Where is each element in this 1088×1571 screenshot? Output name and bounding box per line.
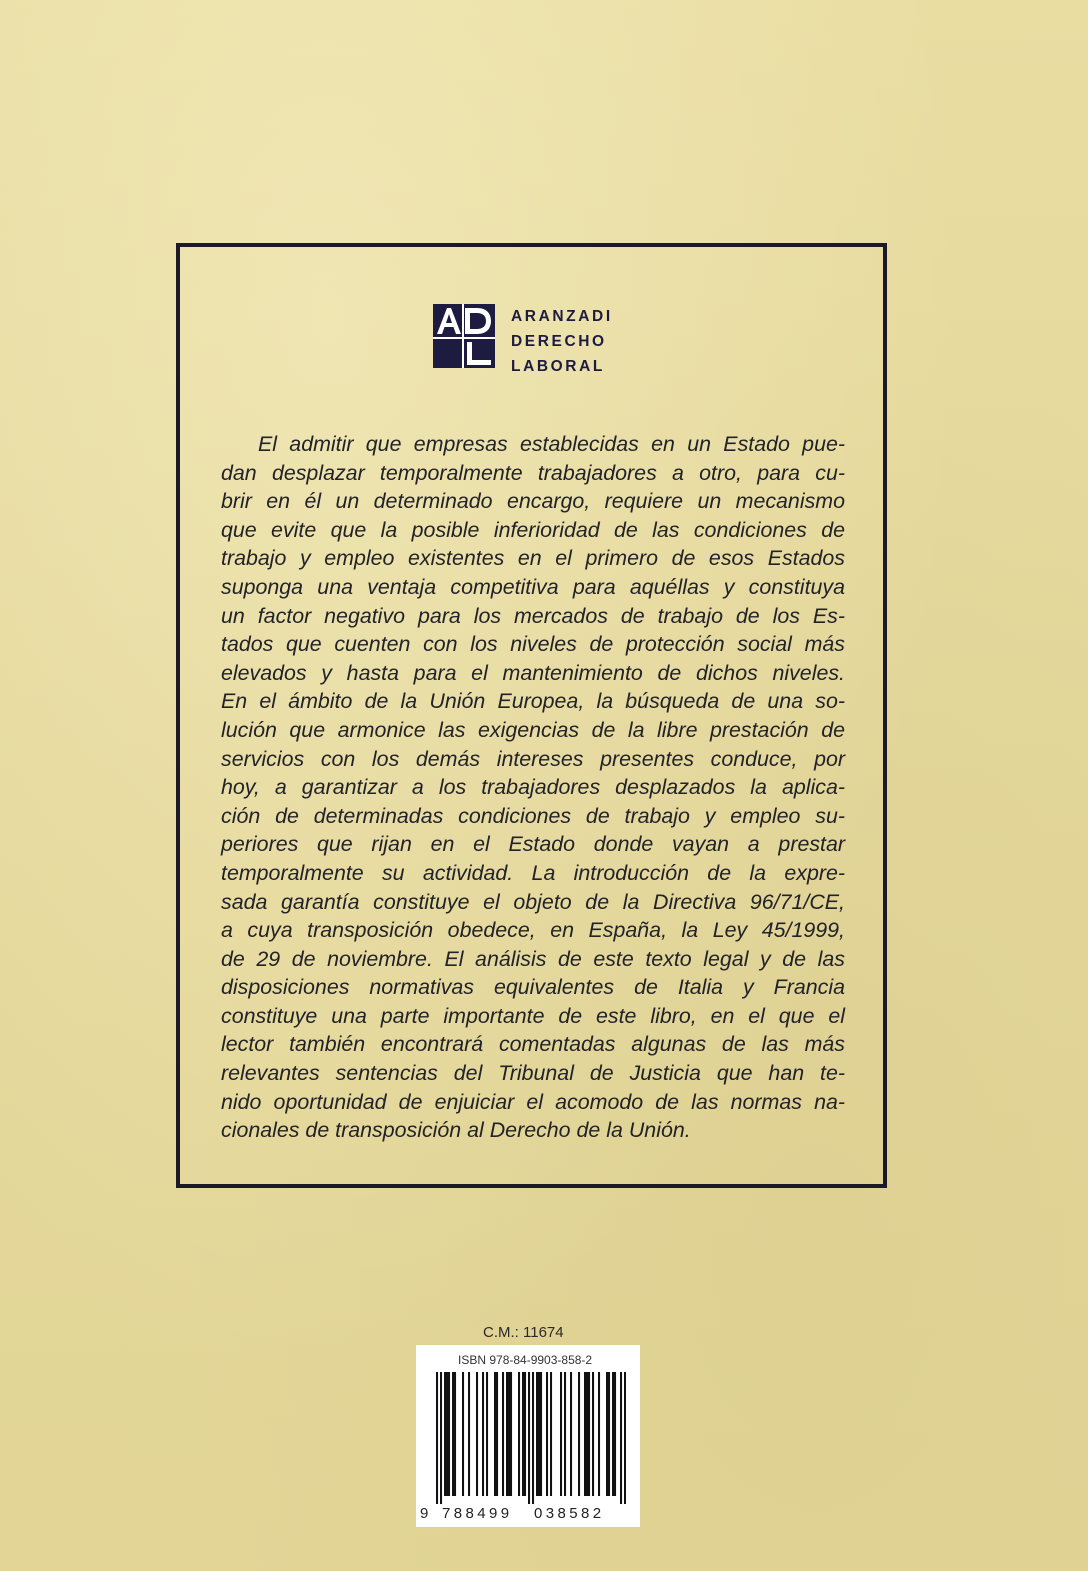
barcode-bar (624, 1372, 626, 1504)
barcode-bar (468, 1372, 470, 1496)
barcode-bar (436, 1372, 438, 1504)
catalog-number: C.M.: 11674 (483, 1324, 564, 1341)
barcode-bar (620, 1372, 622, 1504)
description-line: lector también encontrará comentadas algunas de las más (221, 1032, 845, 1057)
barcode-bar (482, 1372, 484, 1496)
description-line: elevados y hasta para el mantenimiento de dichos niveles. (221, 660, 845, 685)
barcode-label (416, 1345, 640, 1527)
ean-left-group: 788499 (442, 1505, 513, 1522)
description-line: un factor negativo para los mercados de trabajo de los Es- (221, 603, 845, 628)
barcode-bar (536, 1372, 538, 1496)
barcode-bar (486, 1372, 488, 1496)
publisher-name-line: DERECHO (511, 333, 607, 350)
barcode-bar (570, 1372, 572, 1496)
book-description (221, 430, 845, 1145)
description-line: disposiciones normativas equivalentes de Italia y Francia (221, 975, 845, 1000)
isbn-number: ISBN 978-84-9903-858-2 (458, 1353, 593, 1367)
barcode-bar (612, 1372, 614, 1496)
barcode-bar (592, 1372, 594, 1496)
barcode-bar (538, 1372, 540, 1496)
barcode-bar (532, 1372, 534, 1504)
publisher-name-line: LABORAL (511, 358, 605, 375)
description-line: hoy, a garantizar a los trabajadores desplazados la aplica- (221, 775, 845, 800)
adl-monogram-logo (433, 304, 495, 368)
barcode-bar (454, 1372, 456, 1496)
barcode-bar (446, 1372, 448, 1496)
ean-digits (416, 1505, 640, 1525)
description-line: nido oportunidad de enjuiciar el acomodo de las normas na- (221, 1089, 845, 1114)
description-line: periores que rijan en el Estado donde vayan a prestar (221, 832, 845, 857)
barcode-bar (452, 1372, 454, 1496)
description-line: El admitir que empresas establecidas en un Estado pue- (258, 432, 845, 456)
barcode-bar (560, 1372, 562, 1496)
barcode-bar (518, 1372, 520, 1496)
barcode-bar (578, 1372, 580, 1496)
description-line: dan desplazar temporalmente trabajadores a otro, para cu- (221, 460, 845, 485)
barcode-bar (550, 1372, 552, 1496)
barcode-bar (598, 1372, 600, 1496)
barcode-bar (586, 1372, 588, 1496)
barcode-bar (564, 1372, 566, 1496)
description-line: a cuya transposición obedece, en España, la Ley 45/1999, (221, 918, 845, 943)
text-frame (176, 243, 887, 1188)
description-line: relevantes sentencias del Tribunal de Justicia que han te- (221, 1061, 845, 1086)
barcode-bar (506, 1372, 508, 1496)
barcode-bar (496, 1372, 498, 1496)
description-line: constituye una parte importante de este libro, en el que el (221, 1003, 845, 1028)
barcode-bar (476, 1372, 478, 1496)
barcode-bar (522, 1372, 524, 1496)
barcode-bar (494, 1372, 496, 1496)
ean-barcode (436, 1372, 626, 1504)
barcode-bar (440, 1372, 442, 1504)
description-line: tados que cuenten con los niveles de protección social más (221, 632, 845, 657)
description-line: de 29 de noviembre. El análisis de este texto legal y de las (221, 946, 845, 971)
description-line: En el ámbito de la Unión Europea, la búsqueda de una so- (221, 689, 845, 714)
barcode-bar (614, 1372, 616, 1496)
publisher-name-line: ARANZADI (511, 308, 613, 325)
publisher-name (511, 304, 613, 379)
description-line: que evite que la posible inferioridad de las condiciones de (221, 517, 845, 542)
barcode-bar (540, 1372, 542, 1496)
barcode-bar (508, 1372, 510, 1496)
description-line: trabajo y empleo existentes en el primero de esos Estados (221, 546, 845, 571)
barcode-bar (584, 1372, 586, 1496)
barcode-bar (608, 1372, 610, 1496)
description-line: brir en él un determinado encargo, requiere un mecanismo (221, 489, 845, 514)
barcode-bar (606, 1372, 608, 1496)
description-line: suponga una ventaja competitiva para aquéllas y constituya (221, 574, 845, 599)
description-line: sada garantía constituye el objeto de la Directiva 96/71/CE, (221, 889, 845, 914)
barcode-bar (462, 1372, 464, 1496)
description-line: temporalmente su actividad. La introducción de la expre- (221, 860, 845, 885)
barcode-bar (546, 1372, 548, 1496)
barcode-bar (510, 1372, 512, 1496)
description-line: servicios con los demás intereses presentes conduce, por (221, 746, 845, 771)
barcode-bar (524, 1372, 526, 1496)
barcode-bar (444, 1372, 446, 1496)
description-line: cionales de transposición al Derecho de la Unión. (221, 1118, 691, 1143)
barcode-bar (448, 1372, 450, 1496)
ean-first-digit: 9 (420, 1505, 432, 1522)
ean-right-group: 038582 (534, 1505, 605, 1522)
barcode-bar (528, 1372, 530, 1504)
barcode-bar (588, 1372, 590, 1496)
description-line: lución que armonice las exigencias de la libre prestación de (221, 717, 845, 742)
description-line: ción de determinadas condiciones de trabajo y empleo su- (221, 803, 845, 828)
barcode-bar (502, 1372, 504, 1496)
publisher-logo (433, 304, 643, 375)
